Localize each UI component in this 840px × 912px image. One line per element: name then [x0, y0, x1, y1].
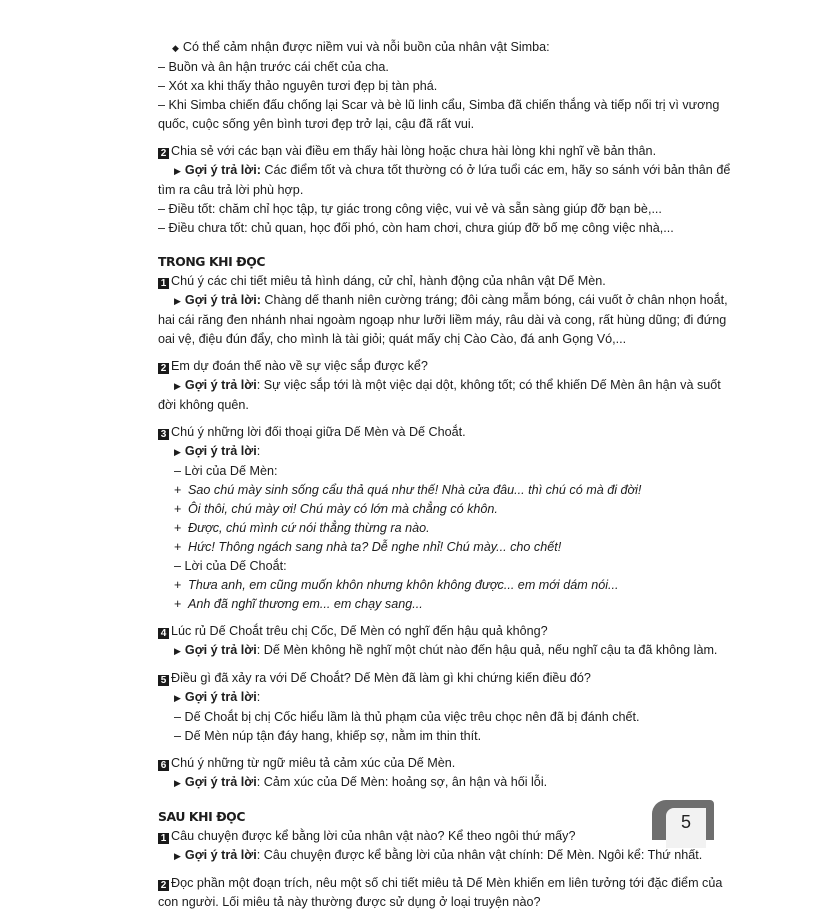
arrow-right-icon: ▶	[174, 693, 181, 703]
answer-label: Gợi ý trả lời	[184, 643, 257, 657]
dialogue-line: + Anh đã nghĩ thương em... em chạy sang...	[158, 595, 688, 614]
answer-line: – Điều tốt: chăm chỉ học tập, tự giác trong công việc, vui vẻ và sẵn sàng giúp đỡ bạn bè,...	[158, 202, 662, 216]
answer-line: tìm ra câu trả lời phù hợp.	[158, 183, 304, 197]
question-text: con người. Lối miêu tả này thường được sử dụng ở loại truyện nào?	[158, 895, 541, 909]
question-number: 1	[158, 833, 169, 844]
question-text: Chia sẻ với các bạn vài điều em thấy hài lòng hoặc chưa hài lòng khi nghĩ về bản thân.	[171, 144, 657, 158]
dialogue-label: – Lời của Dế Choắt:	[174, 559, 287, 573]
dialogue-line: + Được, chú mình cứ nói thẳng thừng ra nào.	[158, 519, 688, 538]
question-block	[158, 622, 718, 661]
arrow-right-icon: ▶	[174, 296, 181, 306]
answer-label: Gợi ý trả lời:	[184, 293, 261, 307]
plus-icon: +	[174, 540, 182, 554]
arrow-right-icon: ▶	[174, 381, 181, 391]
question-block	[158, 827, 703, 866]
plus-icon: +	[174, 597, 182, 611]
answer-text: : Dế Mèn không hề nghĩ một chút nào đến hậu quả, nếu nghĩ cậu ta đã không làm.	[256, 643, 718, 657]
arrow-right-icon: ▶	[174, 851, 181, 861]
question-number: 2	[158, 880, 169, 891]
answer-line: – Điều chưa tốt: chủ quan, học đối phó, còn ham chơi, chưa giúp đỡ bố mẹ công việc nhà,...	[158, 221, 674, 235]
question-block	[158, 272, 728, 349]
question-number: 5	[158, 675, 169, 686]
plus-icon: +	[174, 521, 182, 535]
answer-label: Gợi ý trả lời	[184, 378, 257, 392]
section-heading: SAU KHI ĐỌC	[158, 809, 246, 824]
dialogue-line: + Hức! Thông ngách sang nhà ta? Dễ nghe nhỉ! Chú mày... cho chết!	[158, 538, 688, 557]
answer-label: Gợi ý trả lời	[184, 444, 257, 458]
answer-line: hai cái răng đen nhánh nhai ngoàm ngoạp như lưỡi liềm máy, râu dài và cong, rất hùng dũng; đi đứng	[158, 313, 727, 327]
question-number: 4	[158, 628, 169, 639]
arrow-right-icon: ▶	[174, 447, 181, 457]
bullet-icon: ◆	[172, 43, 179, 53]
answer-text: Chàng dế thanh niên cường tráng; đôi càng mẫm bóng, cái vuốt ở chân nhọn hoắt,	[260, 293, 728, 307]
arrow-right-icon: ▶	[174, 166, 181, 176]
question-text: Đọc phần một đoạn trích, nêu một số chi tiết miêu tả Dế Mèn khiến em liên tưởng tới đặc điểm của	[171, 876, 723, 890]
answer-line: oai vệ, điệu đún đẩy, cho mình là tài giỏi; quát mấy chị Cào Cào, đá anh Gọng Vó,...	[158, 332, 627, 346]
question-block	[158, 357, 721, 415]
answer-text: Các điểm tốt và chưa tốt thường có ở lứa tuổi các em, hãy so sánh với bản thân để	[260, 163, 731, 177]
page-number: 5	[666, 808, 706, 848]
question-number: 6	[158, 760, 169, 771]
page-content	[158, 38, 731, 912]
plus-icon: +	[174, 578, 182, 592]
answer-label: Gợi ý trả lời	[184, 775, 257, 789]
answer-label: Gợi ý trả lời:	[184, 163, 261, 177]
dialogue-line: + Sao chú mày sinh sống cẩu thả quá như thế! Nhà cửa đâu... thì chú có mà đi đời!	[158, 481, 688, 500]
answer-colon: :	[256, 690, 261, 704]
question-number: 2	[158, 363, 169, 374]
question-number: 2	[158, 148, 169, 159]
answer-colon: :	[256, 444, 261, 458]
question-text: Câu chuyện được kể bằng lời của nhân vật nào? Kể theo ngôi thứ mấy?	[171, 829, 576, 843]
intro-item: – Buồn và ân hận trước cái chết của cha.	[158, 60, 389, 74]
answer-text: : Sự việc sắp tới là một việc dại dột, không tốt; có thể khiến Dế Mèn ân hận và suốt	[256, 378, 721, 392]
question-block	[158, 669, 688, 746]
intro-item: quốc, cuộc sống yên bình tươi đẹp trở lại, cậu đã rất vui.	[158, 117, 475, 131]
answer-text: : Câu chuyện được kể bằng lời của nhân vật chính: Dế Mèn. Ngôi kể: Thứ nhất.	[256, 848, 703, 862]
arrow-right-icon: ▶	[174, 778, 181, 788]
answer-label: Gợi ý trả lời	[184, 690, 257, 704]
question-block	[158, 423, 688, 614]
question-text: Chú ý các chi tiết miêu tả hình dáng, cử chỉ, hành động của nhân vật Dế Mèn.	[171, 274, 606, 288]
intro-lead: ◆ Có thể cảm nhận được niềm vui và nỗi buồn của nhân vật Simba:	[158, 38, 688, 58]
question-text: Chú ý những lời đối thoại giữa Dế Mèn và Dế Choắt.	[171, 425, 466, 439]
question-text: Lúc rủ Dế Choắt trêu chị Cốc, Dế Mèn có nghĩ đến hậu quả không?	[171, 624, 548, 638]
question-number: 3	[158, 429, 169, 440]
answer-label: Gợi ý trả lời	[184, 848, 257, 862]
answer-line: – Dế Choắt bị chị Cốc hiểu lầm là thủ phạm của việc trêu chọc nên đã bị đánh chết.	[174, 710, 640, 724]
intro-item: – Xót xa khi thấy thảo nguyên tươi đẹp bị tàn phá.	[158, 79, 438, 93]
question-block	[158, 142, 731, 238]
question-text: Điều gì đã xảy ra với Dế Choắt? Dế Mèn đã làm gì khi chứng kiến điều đó?	[171, 671, 591, 685]
page-number-tab	[652, 800, 714, 840]
question-text: Em dự đoán thế nào về sự việc sắp được kể?	[171, 359, 428, 373]
section-heading: TRONG KHI ĐỌC	[158, 254, 266, 269]
answer-line: – Dế Mèn núp tận đáy hang, khiếp sợ, nằm im thin thít.	[174, 729, 482, 743]
arrow-right-icon: ▶	[174, 646, 181, 656]
answer-line: đời không quên.	[158, 398, 249, 412]
dialogue-line: + Thưa anh, em cũng muốn khôn nhưng khôn không được... em mới dám nói...	[158, 576, 688, 595]
answer-text: : Cảm xúc của Dế Mèn: hoảng sợ, ân hận và hối lỗi.	[256, 775, 548, 789]
dialogue-line: + Ôi thôi, chú mày ơi! Chú mày có lớn mà chẳng có khôn.	[158, 500, 688, 519]
plus-icon: +	[174, 483, 182, 497]
question-block	[158, 874, 723, 912]
question-block	[158, 754, 688, 793]
dialogue-label: – Lời của Dế Mèn:	[174, 464, 278, 478]
question-number: 1	[158, 278, 169, 289]
intro-item: – Khi Simba chiến đấu chống lại Scar và bè lũ linh cẩu, Simba đã chiến thắng và tiếp nối trị vì vương	[158, 98, 720, 112]
question-text: Chú ý những từ ngữ miêu tả cảm xúc của Dế Mèn.	[171, 756, 456, 770]
plus-icon: +	[174, 502, 182, 516]
